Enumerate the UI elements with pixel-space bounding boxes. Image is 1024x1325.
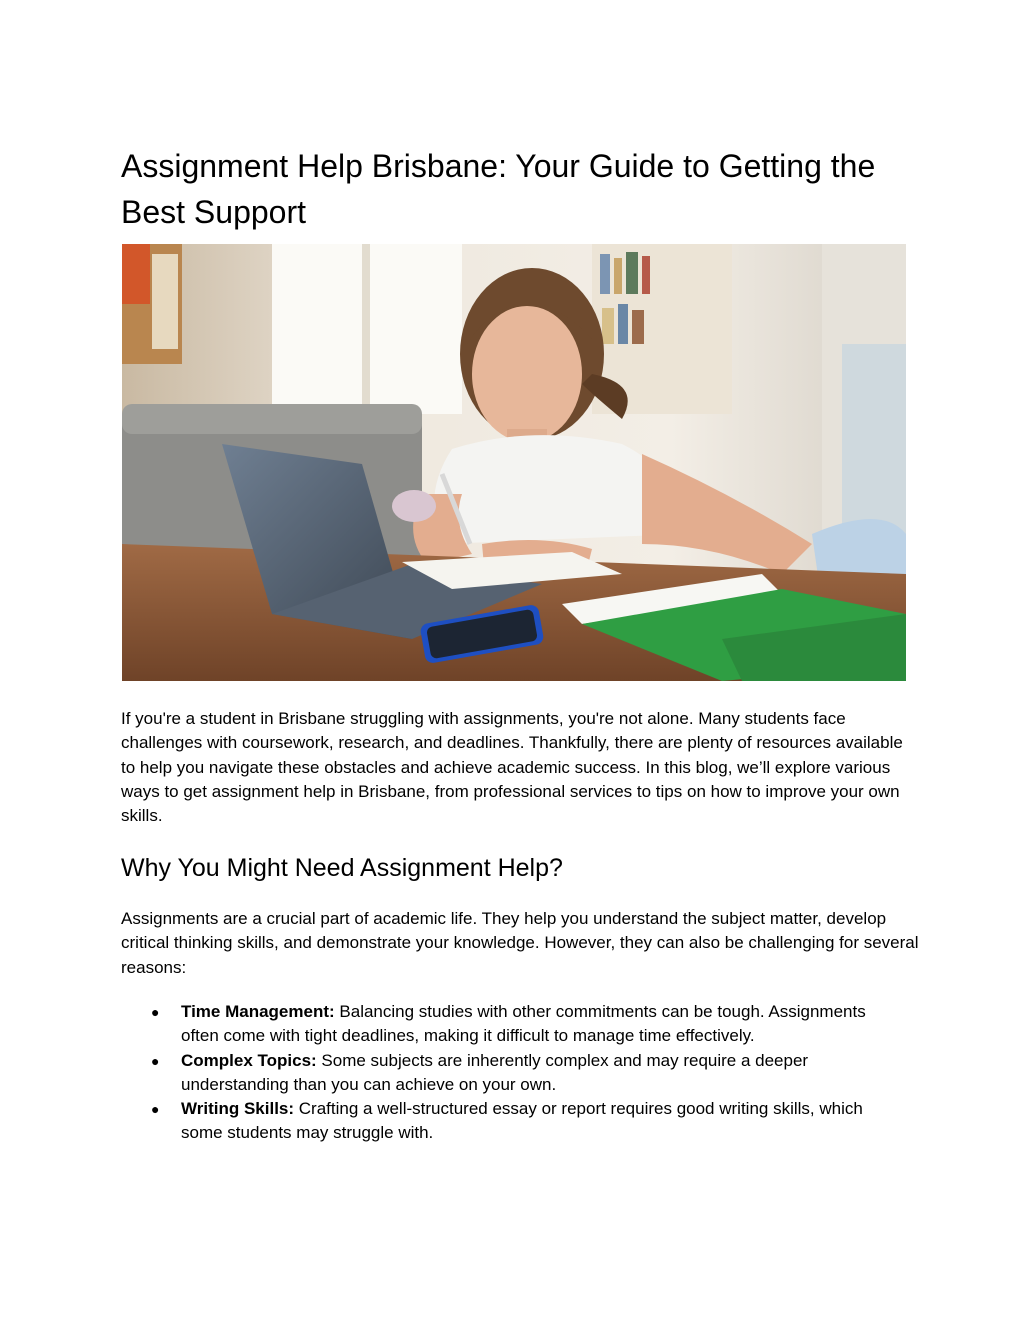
list-item	[121, 1000, 901, 1049]
list-item	[121, 1049, 901, 1098]
list-item-term: Complex Topics:	[181, 1050, 317, 1070]
list-item-term: Time Management:	[181, 1002, 335, 1021]
section-heading: Why You Might Need Assignment Help?	[121, 854, 563, 882]
bullet-icon: ●	[151, 1004, 160, 1020]
student-laptop-photo-icon	[122, 244, 906, 681]
reasons-list	[121, 1000, 901, 1146]
list-item-text: Crafting a well-structured essay or report requires good writing skills, which some students may struggle with.	[181, 1099, 863, 1143]
list-item-text: Balancing studies with other commitments can be tough. Assignments often come with tight deadlines, making it difficult to manage time effectively.	[181, 1002, 866, 1046]
page-title: Assignment Help Brisbane: Your Guide to Getting the Best Support	[121, 148, 876, 230]
hero-image	[122, 244, 906, 681]
list-item-text: Some subjects are inherently complex and may require a deeper understanding than you can achieve on your own.	[181, 1050, 809, 1094]
bullet-icon: ●	[151, 1101, 160, 1118]
intro-paragraph: If you're a student in Brisbane struggling with assignments, you're not alone. Many students face challenges with coursework, research, and deadlines. Thankfully, there are plenty of resources available to help you navigate these obstacles and achieve academic success. In this blog, we’ll explore various ways to get assignment help in Brisbane, from professional services to tips on how to improve your own skills.	[121, 709, 903, 826]
list-item	[121, 1097, 901, 1146]
list-item-term: Writing Skills:	[181, 1099, 295, 1119]
section-paragraph: Assignments are a crucial part of academic life. They help you understand the subject matter, develop critical thinking skills, and demonstrate your knowledge. However, they can also be challenging for several reasons:	[121, 909, 919, 977]
bullet-icon: ●	[151, 1052, 160, 1069]
